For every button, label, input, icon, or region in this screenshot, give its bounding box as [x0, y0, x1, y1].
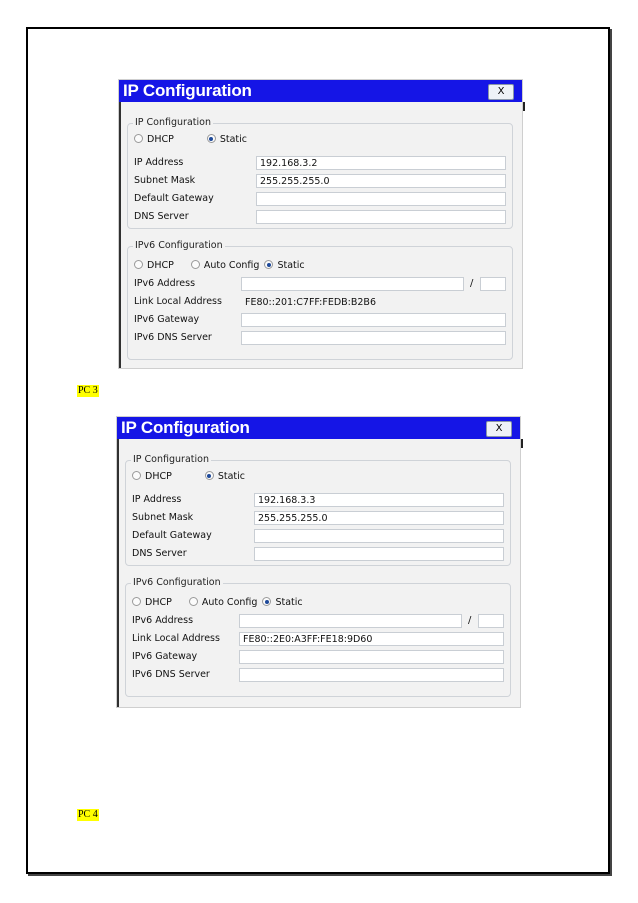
radio-off-icon — [191, 260, 200, 269]
close-button[interactable]: X — [488, 84, 514, 100]
close-button[interactable]: X — [486, 421, 512, 437]
dhcp-label: DHCP — [147, 134, 174, 145]
ipv6-auto-radio[interactable] — [191, 260, 260, 271]
dns-server-input[interactable] — [256, 210, 506, 224]
radio-off-icon — [132, 597, 141, 606]
left-edge — [117, 439, 119, 707]
ip-address-input[interactable]: 192.168.3.2 — [256, 156, 506, 170]
ipv6-address-label: IPv6 Address — [134, 278, 196, 289]
ipv6-dns-label: IPv6 DNS Server — [134, 332, 212, 343]
ipv6-dns-input[interactable] — [241, 331, 506, 345]
subnet-mask-label: Subnet Mask — [132, 512, 194, 523]
ip-address-label: IP Address — [134, 157, 184, 168]
static-radio[interactable] — [207, 134, 247, 145]
link-local-label: Link Local Address — [134, 296, 222, 307]
link-local-value: FE80::2E0:A3FF:FE18:9D60 — [239, 632, 504, 646]
ipv6-auto-label: Auto Config — [201, 597, 258, 608]
subnet-mask-label: Subnet Mask — [134, 175, 196, 186]
ipv6-prefix-input[interactable] — [478, 614, 504, 628]
ipv6-mode-row — [132, 595, 303, 611]
default-gateway-label: Default Gateway — [132, 530, 212, 541]
ipv6-dhcp-radio[interactable] — [134, 260, 174, 271]
ipv4-group — [127, 117, 513, 229]
ip-address-label: IP Address — [132, 494, 182, 505]
ipv6-address-input[interactable] — [241, 277, 464, 291]
ip-config-dialog-pc2 — [118, 79, 523, 369]
ipv6-static-label: Static — [277, 260, 305, 271]
ipv6-gateway-label: IPv6 Gateway — [134, 314, 200, 325]
default-gateway-input[interactable] — [254, 529, 504, 543]
ipv4-group-label: IP Configuration — [133, 454, 209, 465]
radio-on-icon — [264, 260, 273, 269]
ipv6-auto-radio[interactable] — [189, 597, 258, 608]
ipv6-group-label: IPv6 Configuration — [135, 240, 223, 251]
ipv6-gateway-input[interactable] — [239, 650, 504, 664]
static-label: Static — [217, 471, 246, 482]
ipv6-address-label: IPv6 Address — [132, 615, 194, 626]
ipv4-group — [125, 454, 511, 566]
link-local-value: FE80::201:C7FF:FEDB:B2B6 — [245, 297, 376, 308]
ip-address-input[interactable]: 192.168.3.3 — [254, 493, 504, 507]
default-gateway-input[interactable] — [256, 192, 506, 206]
dhcp-label: DHCP — [145, 471, 172, 482]
radio-on-icon — [207, 134, 216, 143]
dialog-title: IP Configuration — [121, 418, 250, 437]
ipv6-dhcp-radio[interactable] — [132, 597, 172, 608]
static-label: Static — [219, 134, 248, 145]
ipv6-dns-label: IPv6 DNS Server — [132, 669, 210, 680]
dns-server-input[interactable] — [254, 547, 504, 561]
ipv4-mode-row — [132, 469, 245, 485]
ipv6-static-radio[interactable] — [264, 260, 304, 271]
subnet-mask-input[interactable]: 255.255.255.0 — [256, 174, 506, 188]
ipv6-gateway-label: IPv6 Gateway — [132, 651, 198, 662]
caption-pc3: PC 3 — [78, 385, 98, 396]
ipv6-dhcp-label: DHCP — [147, 260, 174, 271]
ip-config-dialog-pc3 — [116, 416, 521, 708]
radio-on-icon — [262, 597, 271, 606]
prefix-separator: / — [470, 278, 474, 289]
radio-on-icon — [205, 471, 214, 480]
ipv6-static-label: Static — [275, 597, 303, 608]
right-edge-mark — [523, 102, 525, 111]
ipv6-auto-label: Auto Config — [203, 260, 260, 271]
default-gateway-label: Default Gateway — [134, 193, 214, 204]
ipv6-static-radio[interactable] — [262, 597, 302, 608]
ipv6-prefix-input[interactable] — [480, 277, 506, 291]
right-edge-mark — [521, 439, 523, 448]
caption-pc4: PC 4 — [78, 809, 98, 820]
radio-off-icon — [132, 471, 141, 480]
ipv6-address-input[interactable] — [239, 614, 462, 628]
left-edge — [119, 102, 121, 368]
ipv6-gateway-input[interactable] — [241, 313, 506, 327]
ipv6-dns-input[interactable] — [239, 668, 504, 682]
ipv6-dhcp-label: DHCP — [145, 597, 172, 608]
dns-server-label: DNS Server — [134, 211, 189, 222]
subnet-mask-input[interactable]: 255.255.255.0 — [254, 511, 504, 525]
dns-server-label: DNS Server — [132, 548, 187, 559]
dialog-title: IP Configuration — [123, 81, 252, 100]
static-radio[interactable] — [205, 471, 245, 482]
ipv4-mode-row — [134, 132, 247, 148]
radio-off-icon — [189, 597, 198, 606]
prefix-separator: / — [468, 615, 472, 626]
radio-off-icon — [134, 134, 143, 143]
radio-off-icon — [134, 260, 143, 269]
ipv6-mode-row — [134, 258, 305, 274]
ipv6-group-label: IPv6 Configuration — [133, 577, 221, 588]
dhcp-radio[interactable] — [132, 471, 172, 482]
ipv4-group-label: IP Configuration — [135, 117, 211, 128]
ipv6-group — [125, 577, 511, 697]
ipv6-group — [127, 240, 513, 360]
link-local-label: Link Local Address — [132, 633, 220, 644]
dhcp-radio[interactable] — [134, 134, 174, 145]
